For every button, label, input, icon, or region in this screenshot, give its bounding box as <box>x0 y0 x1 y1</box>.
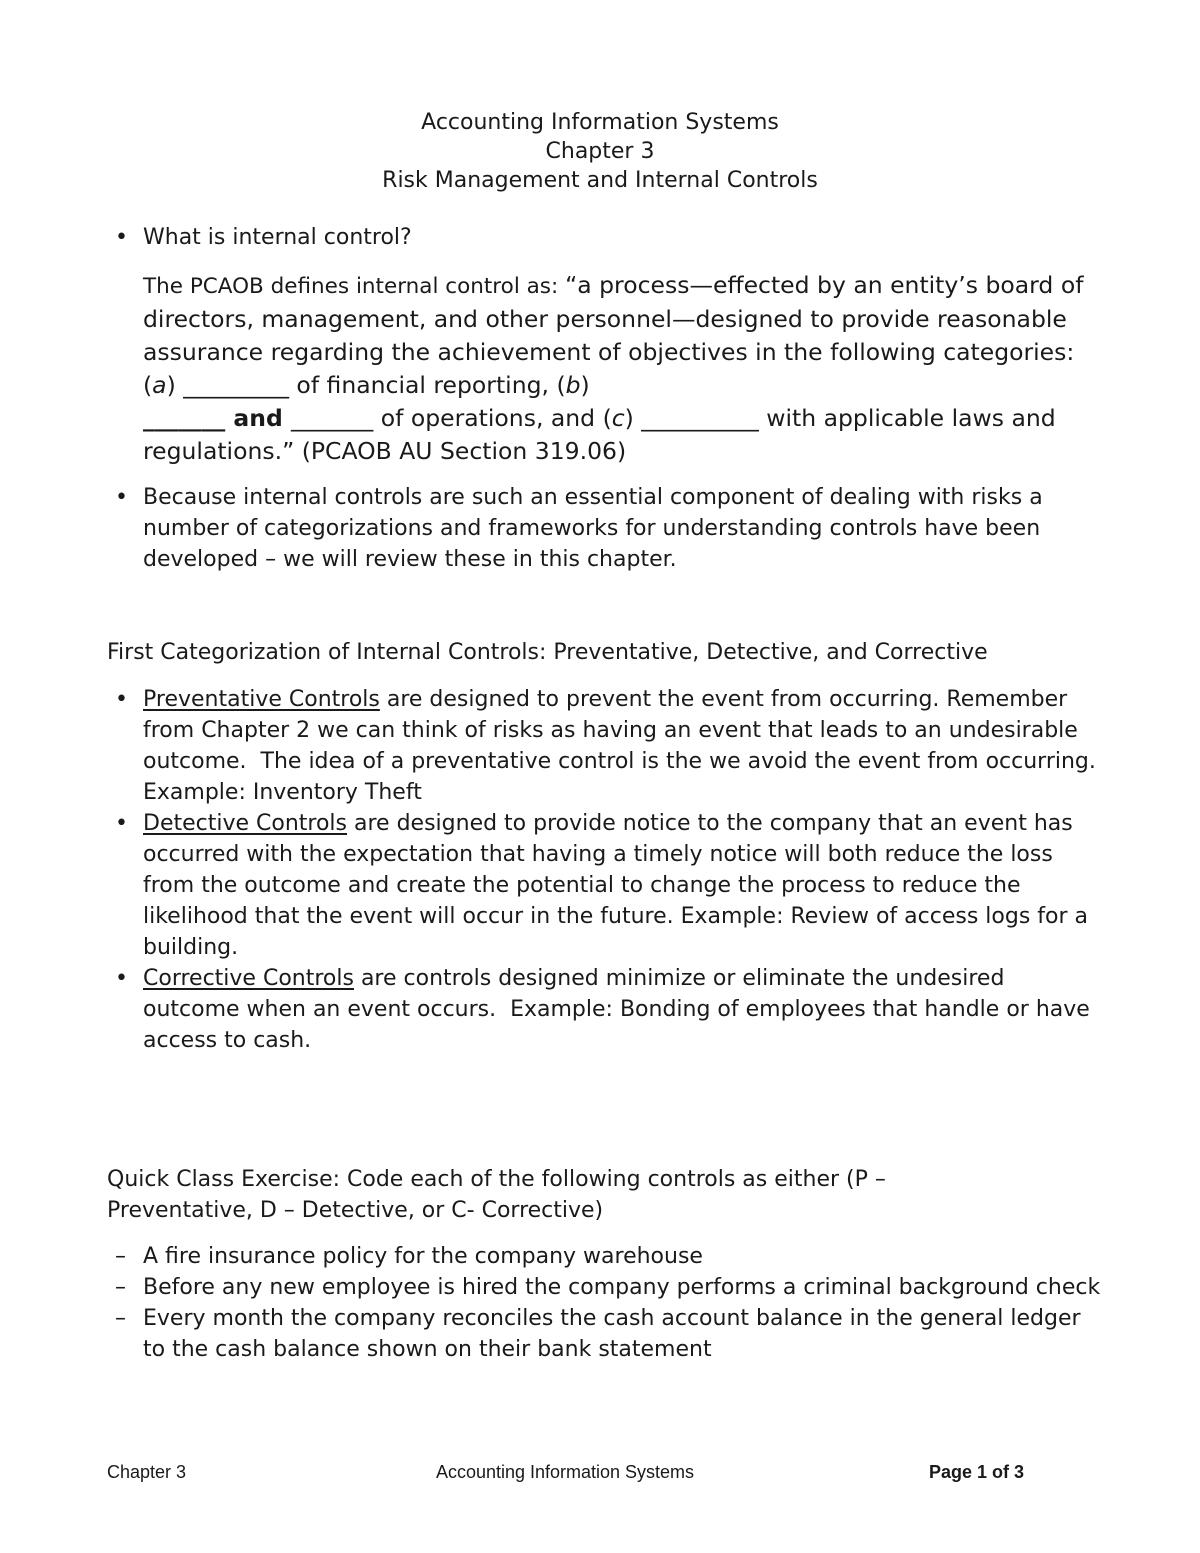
list-item <box>107 1241 1107 1272</box>
title-line-chapter: Chapter 3 <box>545 139 655 164</box>
definition-text-1: “a process—effected by an entity’s board of directors, management, and other personnel—designed to provide reasonable assurance regarding the achievement of objectives in the following categories: ( <box>143 271 1084 399</box>
question-text: What is internal control? <box>143 225 412 250</box>
definition-and: and <box>225 404 292 432</box>
footer-course: Accounting Information Systems <box>435 1462 695 1482</box>
list-item <box>107 963 1107 1056</box>
definition-text-3: ) <box>580 371 590 399</box>
definition-text-5: ) __________ with applicable laws and regulations.” (PCAOB AU Section 319.06) <box>143 404 1056 465</box>
definition-text-2: ) _________ of financial reporting, ( <box>166 371 566 399</box>
exercise-list <box>107 1241 1107 1365</box>
document-title-block <box>0 108 1200 195</box>
definition-blank-1: _______ <box>143 404 226 432</box>
dash-icon: – <box>115 1244 126 1269</box>
definition-letter-b: b <box>565 371 581 399</box>
definition-blank-2: _______ <box>291 404 374 432</box>
list-item <box>107 482 1107 575</box>
pcaob-definition <box>143 269 1103 468</box>
footer-page-number: Page 1 of 3 <box>928 1462 1024 1482</box>
preventative-description: are designed to prevent the event from occurring. Remember from Chapter 2 we can think of risks as having an event that leads to an undesirable outcome. The idea of a preventative control is the we avoid the event from occurring. Example: Inventory Theft <box>143 687 1110 805</box>
intro-frameworks-list <box>107 482 1107 575</box>
definition-text-4: of operations, and ( <box>373 404 612 432</box>
dash-icon: – <box>115 1306 126 1331</box>
definition-letter-c: c <box>611 404 625 432</box>
exercise-heading: Quick Class Exercise: Code each of the following controls as either (P – Preventative, D – Detective, or C- Corrective) <box>107 1167 886 1223</box>
intro-question-list <box>107 222 1107 253</box>
bullet-icon: • <box>115 966 128 991</box>
exercise-item-text: A fire insurance policy for the company warehouse <box>143 1244 703 1269</box>
preventative-term: Preventative Controls <box>143 687 380 712</box>
control-types-list <box>107 684 1110 1056</box>
detective-term: Detective Controls <box>143 811 348 836</box>
corrective-term: Corrective Controls <box>143 966 354 991</box>
corrective-description: are controls designed minimize or eliminate the undesired outcome when an event occurs. Example: Bonding of employees that handle or have access to cash. <box>143 966 1097 1053</box>
categorization-heading: First Categorization of Internal Controls: Preventative, Detective, and Corrective <box>107 640 988 665</box>
definition-letter-a: a <box>152 371 167 399</box>
dash-icon: – <box>115 1275 126 1300</box>
footer-chapter: Chapter 3 <box>107 1462 187 1482</box>
detective-description: are designed to provide notice to the company that an event has occurred with the expectation that having a timely notice will both reduce the loss from the outcome and create the potential to change the process to reduce the likelihood that the event will occur in the future. Example: Review of access logs for a building. <box>143 811 1096 960</box>
frameworks-text: Because internal controls are such an essential component of dealing with risks a number of categorizations and frameworks for understanding controls have been developed – we will review these in this chapter. <box>143 485 1043 572</box>
definition-intro: The PCAOB defines internal control as: <box>143 274 566 299</box>
list-item <box>107 684 1110 808</box>
list-item <box>107 808 1107 963</box>
list-item <box>107 1272 1107 1303</box>
list-item <box>107 222 1107 253</box>
page-footer <box>0 1458 1200 1488</box>
exercise-item-text: Every month the company reconciles the cash account balance in the general ledger to the cash balance shown on their bank statement <box>143 1306 1081 1362</box>
list-item <box>107 1303 1107 1365</box>
bullet-icon: • <box>115 225 128 250</box>
bullet-icon: • <box>115 811 128 836</box>
bullet-icon: • <box>115 687 128 712</box>
exercise-item-text: Before any new employee is hired the company performs a criminal background check <box>143 1275 1101 1300</box>
title-line-course: Accounting Information Systems <box>421 110 779 135</box>
title-line-topic: Risk Management and Internal Controls <box>382 168 818 193</box>
bullet-icon: • <box>115 485 128 510</box>
